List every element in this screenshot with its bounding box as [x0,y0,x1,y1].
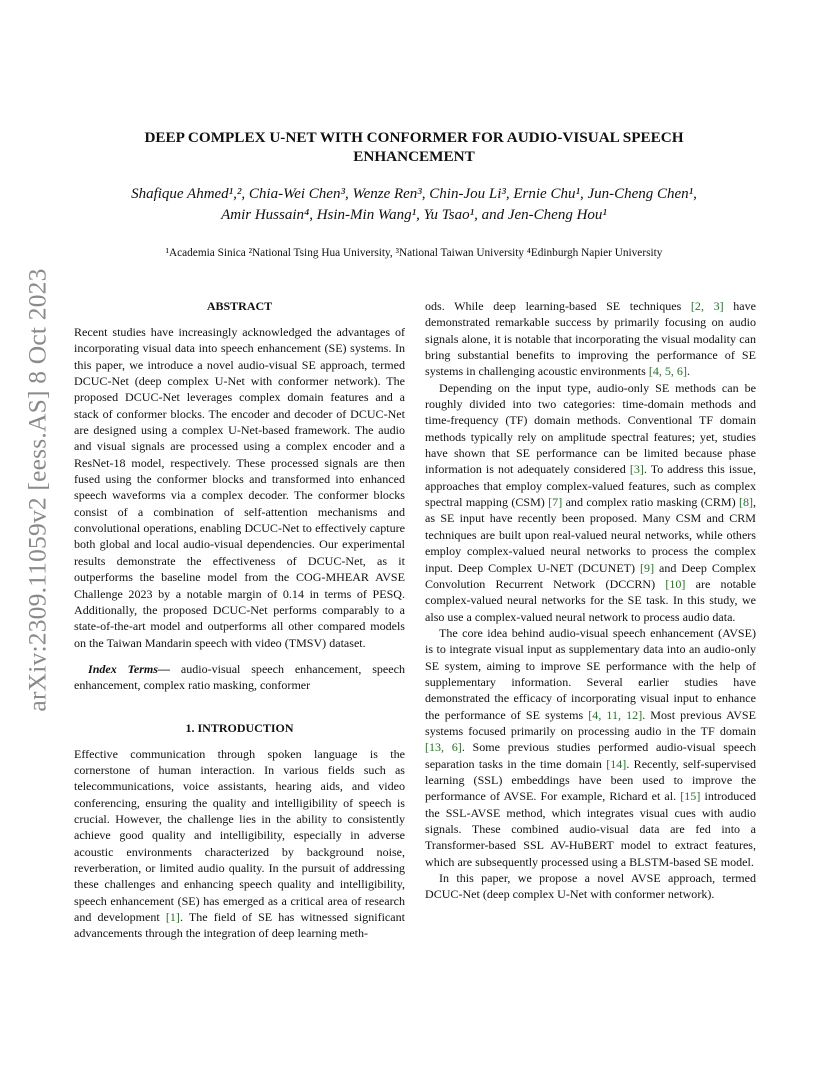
affiliations: ¹Academia Sinica ²National Tsing Hua University, ³National Taiwan University ⁴Edinburgh Napier University [165,247,663,259]
citation-link[interactable]: [9] [640,560,655,575]
citation-link[interactable]: [4, 5, 6] [648,364,687,379]
title-line-1: DEEP COMPLEX U-NET WITH CONFORMER FOR AUDIO-VISUAL SPEECH [144,129,684,146]
authors-line-1: Shafique Ahmed¹,², Chia-Wei Chen³, Wenze Ren³, Chin-Jou Li³, Ernie Chu¹, Jun-Cheng Chen¹, [131,186,697,202]
right-p1-text-a: ods. While deep learning-based SE techniques [425,299,691,313]
index-terms-label: Index Terms— [88,661,171,676]
right-p2-text-a: Depending on the input type, audio-only SE methods can be roughly divided into two categories: time-domain methods and time-frequency (TF) domain methods. Conventional TF domain methods typically rely on amplitude spectral features; yet, studies have shown that SE performance can be limited because phase information is not adequately considered [425,380,756,477]
abstract-body: Recent studies have increasingly acknowledged the advantages of incorporating visual data into speech enhancement (SE) systems. In this paper, we introduce a novel audio-visual SE approach, termed DCUC-Net (deep complex U-Net with conformer network). The proposed DCUC-Net leverages complex domain features and a stack of conformer blocks. The encoder and decoder of DCUC-Net are designed using a complex U-Net-based framework. The audio and visual signals are processed using a complex encoder and a ResNet-18 model, respectively. These processed signals are then fused using the conformer blocks and transformed into enhanced speech waveforms via a complex decoder. The conformer blocks consist of a combination of self-attention mechanisms and convolutional operations, enabling DCUC-Net to effectively capture both global and local audio-visual dependencies. Our experimental results demonstrate the effectiveness of DCUC-Net, as it outperforms the baseline model from the COG-MHEAR AVSE Challenge 2023 by a notable margin of 0.14 in terms of PESQ. Additionally, the proposed DCUC-Net performs comparably to a state-of-the-art model and outperforms all other compared models on the Taiwan Mandarin speech with video (TMSV) dataset. [74,325,405,650]
right-paragraph-1 [425,298,756,380]
citation-link[interactable]: [15] [680,789,701,804]
authors-line-2: Amir Hussain⁴, Hsin-Min Wang¹, Yu Tsao¹, and Jen-Cheng Hou¹ [221,207,607,223]
citation-link[interactable]: [4, 11, 12] [588,707,643,722]
right-p2-text-e: and Deep Complex Convolution Recurrent Network (DCCRN) [425,560,756,591]
right-p2-text-f: are notable complex-valued neural networks for the SE task. In this study, we also use a complex-valued neural network to process audio data. [425,576,756,624]
paper-title [100,128,728,166]
citation-link[interactable]: [7] [548,495,563,510]
abstract-heading: ABSTRACT [206,299,273,313]
arxiv-identifier: arXiv:2309.11059v2 [eess.AS] 8 Oct 2023 [23,268,53,712]
right-p1-text-c: . [686,364,690,379]
citation-link[interactable]: [1] [165,910,180,924]
right-paragraph-3 [425,625,756,870]
citation-link[interactable]: [8] [738,495,753,510]
right-p3-text-e: introduced the SSL-AVSE method, which integrates visual cues with audio signals. These combined audio-visual data are fed into a Transformer-based SSL AV-HuBERT model to extract features, which are subsequently processed using a BLSTM-based SE model. [425,789,756,869]
right-p2-text-d: , as SE input have recently been proposed. Many CSM and CRM techniques are built upon real-valued neural networks, while others employ complex-valued neural networks to process the complex input. Deep Complex U-NET (DCUNET) [425,495,757,575]
right-paragraph-2 [425,380,756,625]
right-p3-text-b: . Most previous AVSE systems focused primarily on processing audio in the TF domain [425,707,756,738]
citation-link[interactable]: [13, 6] [425,740,462,755]
right-p3-text-a: The core idea behind audio-visual speech enhancement (AVSE) is to integrate visual input as supplementary data into an audio-only SE system, aiming to improve SE performance with the help of supplementary information. Several earlier studies have demonstrated the efficacy of incorporating visual input to enhance the performance of SE systems [425,625,756,722]
right-p3-text-d: . Recently, self-supervised learning (SSL) embeddings have been used to improve the performance of AVSE. For example, Richard et al. [425,756,756,804]
intro-p1-text-b: . The field of SE has witnessed significant advancements through the integration of deep learning meth- [74,910,405,941]
right-paragraph-4: In this paper, we propose a novel AVSE approach, termed DCUC-Net (deep complex U-Net with conformer network). [425,871,756,902]
right-p1-text-b: have demonstrated remarkable success by primarily focusing on audio signals alone, it is notable that incorporating the visual modality can bring substantial benefits to improving the performance of SE systems in challenging acoustic environments [425,299,756,379]
citation-link[interactable]: [10] [665,576,686,591]
index-terms-text: audio-visual speech enhancement, speech enhancement, complex ratio masking, conformer [74,661,405,693]
introduction-heading: 1. INTRODUCTION [185,720,294,735]
right-column [425,298,756,903]
intro-paragraph-1 [74,746,405,942]
intro-p1-text-a: Effective communication through spoken language is the cornerstone of human interaction. In various fields such as telecommunications, voice assistants, hearing aids, and video conferencing, ensuring the quality and intelligibility of speech is crucial. However, the challenge lies in the ability to consistently achieve good quality and intelligibility, especially in adverse acoustic environments characterized by background noise, reverberation, or limited audio quality. In the pursuit of addressing these challenges and enhancing speech quality and intelligibility, speech enhancement (SE) has emerged as a critical area of research and development [74,746,405,924]
right-p3-text-c: . Some previous studies performed audio-visual speech separation tasks in the time domain [425,740,756,771]
arxiv-side-label [20,268,56,712]
title-line-2: ENHANCEMENT [353,148,475,165]
citation-link[interactable]: [3] [629,462,644,477]
left-column [74,298,405,942]
right-p2-text-b: . To address this issue, approaches that employ complex-valued features, such as complex spectral mapping (CSM) [425,462,756,510]
right-p2-text-c: and complex ratio masking (CRM) [562,495,739,510]
citation-link[interactable]: [14] [606,756,627,771]
citation-link[interactable]: [2, 3] [690,299,724,313]
author-list [80,184,748,226]
index-terms [74,661,405,694]
